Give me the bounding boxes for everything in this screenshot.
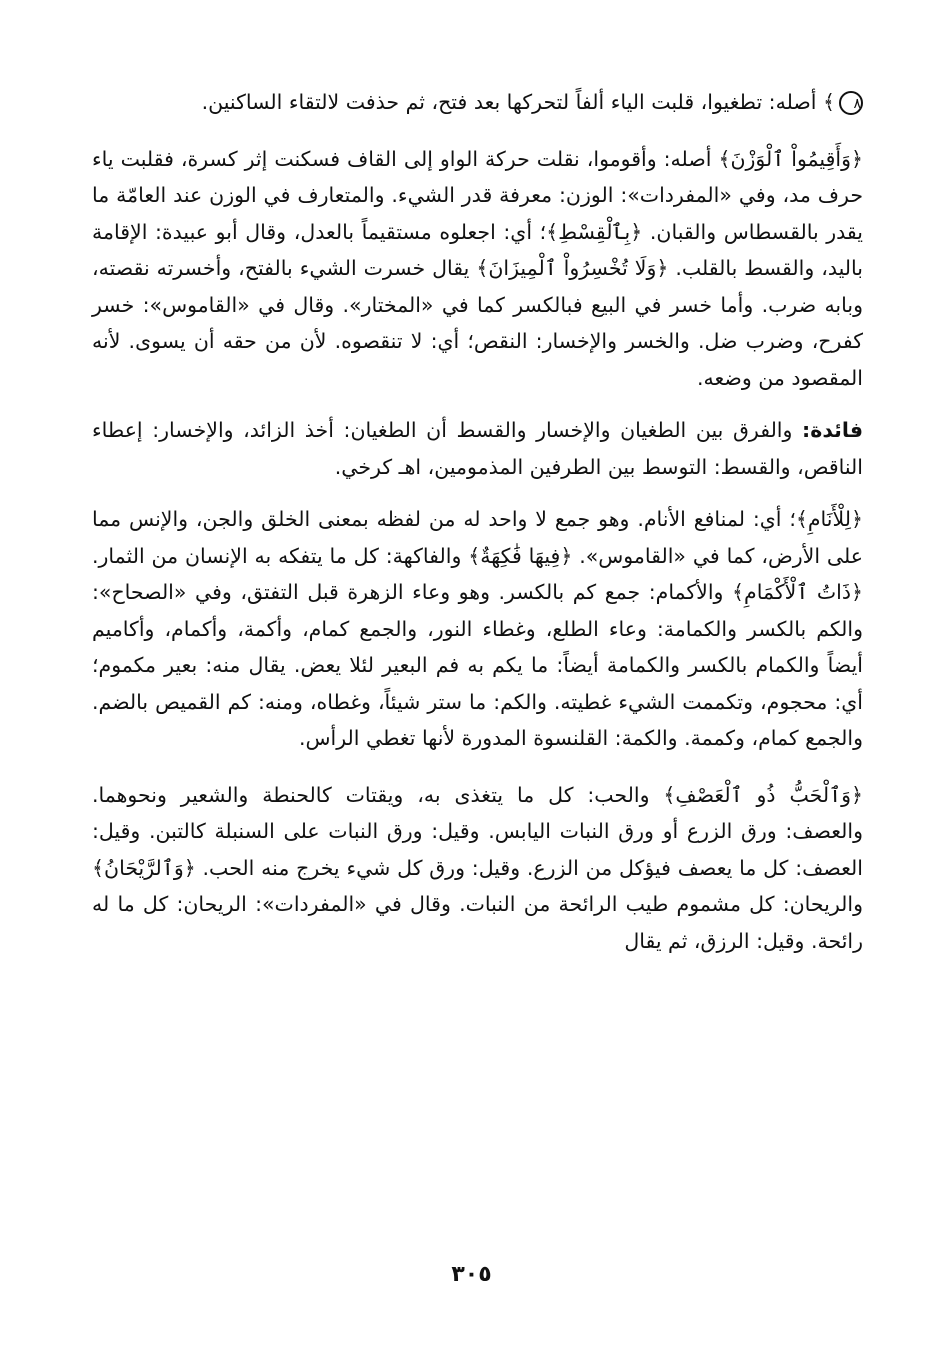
paragraph-4: ﴿لِلْأَنَامِ﴾؛ أي: لمنافع الأنام. وهو جمع لا واحد له من لفظه بمعنى الخلق والجن، والإنس مما على الأرض، كما في «القاموس». ﴿فِيهَا فَٰكِهَةٌ﴾ والفاكهة: كل ما يتفكه به الإنسان من الثمار. ﴿ذَاتُ ٱلْأَكْمَامِ﴾ والأكمام: جمع كم بالكسر. وهو وعاء الزهرة قبل التفتق، وفي «الصحاح»: والكم بالكسر والكمامة: وعاء الطلع، وغطاء النور، والجمع كمام، وأكمة، وأكمام، وأكاميم أيضاً والكمام بالكسر والكمامة أيضاً: ما يكم به فم البعير لئلا يعض. يقال منه: بعير مكموم؛ أي: محجوم، وتكممت الشيء غطيته. والكم: ما ستر شيئاً، وغطاه، ومنه: كم القميص بالضم. والجمع كمام، وكممة. والكمة: القلنسوة المدورة لأنها تغطي الرأس. xyxy=(92,507,863,750)
verse-number-marker: ٨ xyxy=(839,91,863,115)
paragraph-2: ﴿وَأَقِيمُواْ ٱلْوَزْنَ﴾ أصله: وأقوموا، نقلت حركة الواو إلى القاف فسكنت إثر كسرة، فقلبت ياء حرف مد، وفي «المفردات»: الوزن: معرفة قدر الشيء. والمتعارف في الوزن عند العامّة ما يقدر بالقسطاس والقبان. ﴿بِٱلْقِسْطِ﴾؛ أي: اجعلوه مستقيماً بالعدل، وقال أبو عبيدة: الإقامة باليد، والقسط بالقلب. ﴿وَلَا تُخْسِرُواْ ٱلْمِيزَانَ﴾ يقال خسرت الشيء بالفتح، وأخسرته نقصته، وبابه ضرب. وأما خسر في البيع فبالكسر كما في «المختار». وقال في «القاموس»: خسر كفرح، وضرب ضل. والخسر والإخسار: النقص؛ أي: لا تنقصوه. لأن من حقه أن يسوى. لأنه المقصود من وضعه. xyxy=(92,146,863,390)
paragraph-3 xyxy=(92,412,863,485)
paragraph-3-text: والفرق بين الطغيان والإخسار والقسط أن الطغيان: أخذ الزائد، والإخسار: إعطاء الناقص، والقسط: التوسط بين الطرفين المذمومين، اهـ كرخي. xyxy=(92,418,863,479)
page-number: ٣٠٥ xyxy=(451,1262,492,1287)
paragraph-5: ﴿وَٱلْحَبُّ ذُو ٱلْعَصْفِ﴾ والحب: كل ما يتغذى به، ويقتات كالحنطة والشعير ونحوهما. والعصف: ورق الزرع أو ورق النبات اليابس. وقيل: ورق النبات على السنبلة كالتبن. وقيل: العصف: كل ما يعصف فيؤكل من الزرع. وقيل: ورق كل شيء يخرج منه الحب. ﴿وَٱلرَّيْحَانُ﴾ والريحان: كل مشموم طيب الرائحة من النبات. وقال في «المفردات»: الريحان: كل ما له رائحة. وقيل: الرزق، ثم يقال xyxy=(92,782,863,953)
paragraph-1 xyxy=(92,84,863,121)
fa-ida-label: فائدة: xyxy=(802,418,863,442)
page-body xyxy=(92,84,863,959)
paragraph-1-text: ﴾ أصله: تطغيوا، قلبت الياء ألفاً لتحركها بعد فتح، ثم حذفت لالتقاء الساكنين. xyxy=(201,90,835,114)
